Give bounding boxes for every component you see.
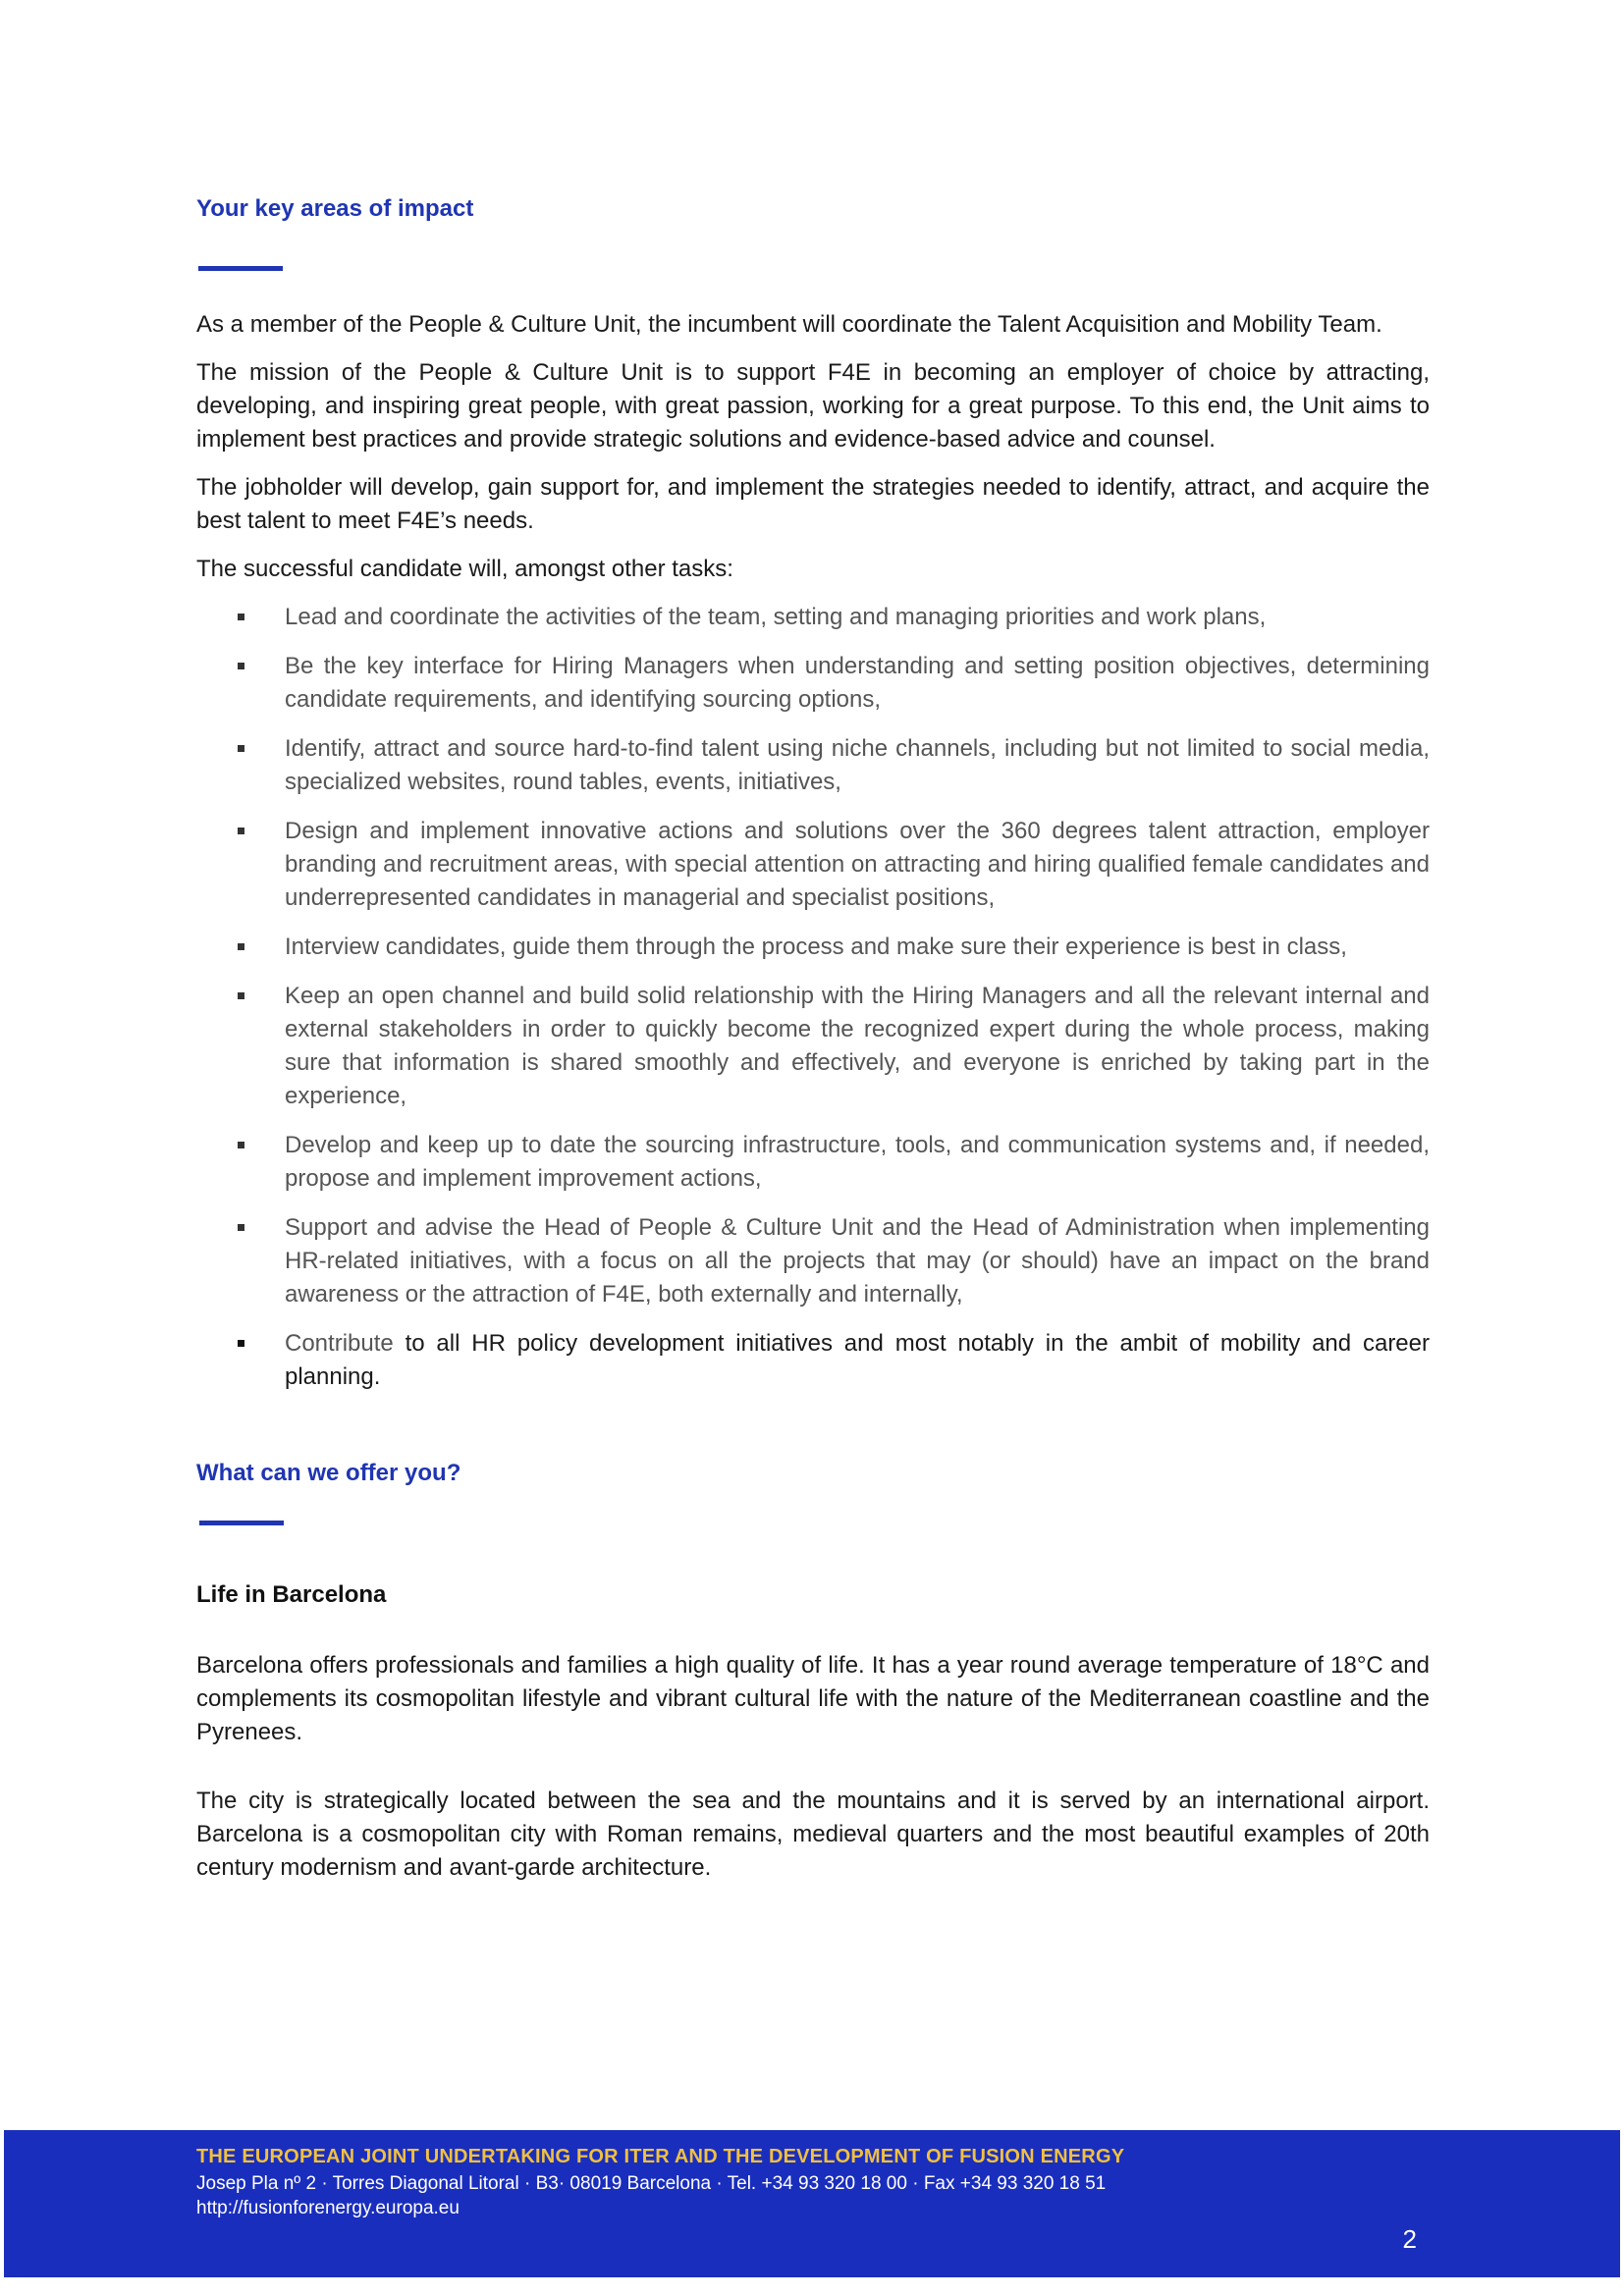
task-text: Keep an open channel and build solid relationship with the Hiring Managers and all the relevant internal and external stakeholders in order to quickly become the recognized expert during the whole process, making sure that information is shared smoothly and effectively, and everyone is enriched by taking part in the experience, [285, 983, 1430, 1109]
page-footer [4, 2130, 1620, 2277]
document-body [196, 192, 1430, 1899]
task-text: Interview candidates, guide them through the process and make sure their experience is best in class, [285, 934, 1347, 960]
subheading-life-in-barcelona: Life in Barcelona [196, 1581, 387, 1608]
square-bullet-icon [238, 992, 244, 999]
task-text: Develop and keep up to date the sourcing infrastructure, tools, and communication systems and, if needed, propose and implement improvement actions, [285, 1132, 1430, 1192]
list-item [196, 1129, 1430, 1196]
list-item [196, 601, 1430, 634]
paragraph: The mission of the People & Culture Unit is to support F4E in becoming an employer of choice by attracting, developing, and inspiring great people, with great passion, working for a great purpose. To this end, the Unit aims to implement best practices and provide strategic solutions and evidence-based advice and counsel. [196, 359, 1430, 453]
list-item [196, 1211, 1430, 1311]
footer-website-link[interactable]: http://fusionforenergy.europa.eu [196, 2198, 460, 2218]
square-bullet-icon [238, 1142, 244, 1148]
section-heading-key-areas: Your key areas of impact [196, 195, 474, 222]
list-item [196, 931, 1430, 964]
heading-accent-bar [199, 1521, 284, 1525]
section-heading-offer: What can we offer you? [196, 1460, 461, 1486]
square-bullet-icon [238, 614, 244, 620]
square-bullet-icon [238, 745, 244, 752]
square-bullet-icon [238, 943, 244, 950]
footer-address: Josep Pla nº 2 · Torres Diagonal Litoral · B3· 08019 Barcelona · Tel. +34 93 320 18 00 · Fax +34 93 320 18 51 [196, 2173, 1107, 2194]
paragraph: Barcelona offers professionals and families a high quality of life. It has a year round average temperature of 18°C and complements its cosmopolitan lifestyle and vibrant cultural life with the nature of the Mediterranean coastline and the Pyrenees. [196, 1652, 1430, 1745]
task-text-lead: Contribute [285, 1330, 394, 1357]
paragraph: As a member of the People & Culture Unit, the incumbent will coordinate the Talent Acquisition and Mobility Team. [196, 311, 1382, 338]
list-item [196, 732, 1430, 799]
footer-title: THE EUROPEAN JOINT UNDERTAKING FOR ITER AND THE DEVELOPMENT OF FUSION ENERGY [196, 2146, 1125, 2167]
task-text: to all HR policy development initiatives and most notably in the ambit of mobility and career planning. [285, 1330, 1430, 1390]
square-bullet-icon [238, 828, 244, 834]
task-text: Lead and coordinate the activities of the team, setting and managing priorities and work plans, [285, 604, 1267, 630]
task-text: Design and implement innovative actions and solutions over the 360 degrees talent attraction, employer branding and recruitment areas, with special attention on attracting and hiring qualified female candidates and underrepresented candidates in managerial and specialist positions, [285, 818, 1430, 911]
task-list [196, 601, 1430, 1394]
paragraph: The successful candidate will, amongst other tasks: [196, 556, 733, 582]
heading-accent-bar [198, 266, 283, 271]
task-text: Be the key interface for Hiring Managers when understanding and setting position objectives, determining candidate requirements, and identifying sourcing options, [285, 653, 1430, 713]
paragraph: The jobholder will develop, gain support for, and implement the strategies needed to identify, attract, and acquire the best talent to meet F4E’s needs. [196, 474, 1430, 534]
square-bullet-icon [238, 663, 244, 669]
list-item [196, 650, 1430, 717]
list-item [196, 1327, 1430, 1394]
list-item [196, 980, 1430, 1113]
paragraph: The city is strategically located between the sea and the mountains and it is served by an international airport. Barcelona is a cosmopolitan city with Roman remains, medieval quarters and the most beautiful examples of 20th century modernism and avant-garde architecture. [196, 1788, 1430, 1881]
list-item [196, 815, 1430, 915]
square-bullet-icon [238, 1340, 244, 1347]
square-bullet-icon [238, 1224, 244, 1231]
task-text: Identify, attract and source hard-to-find talent using niche channels, including but not limited to social media, specialized websites, round tables, events, initiatives, [285, 735, 1430, 795]
task-text: Support and advise the Head of People & Culture Unit and the Head of Administration when implementing HR-related initiatives, with a focus on all the projects that may (or should) have an impact on the brand awareness or the attraction of F4E, both externally and internally, [285, 1214, 1430, 1308]
page-number: 2 [1402, 2224, 1417, 2254]
